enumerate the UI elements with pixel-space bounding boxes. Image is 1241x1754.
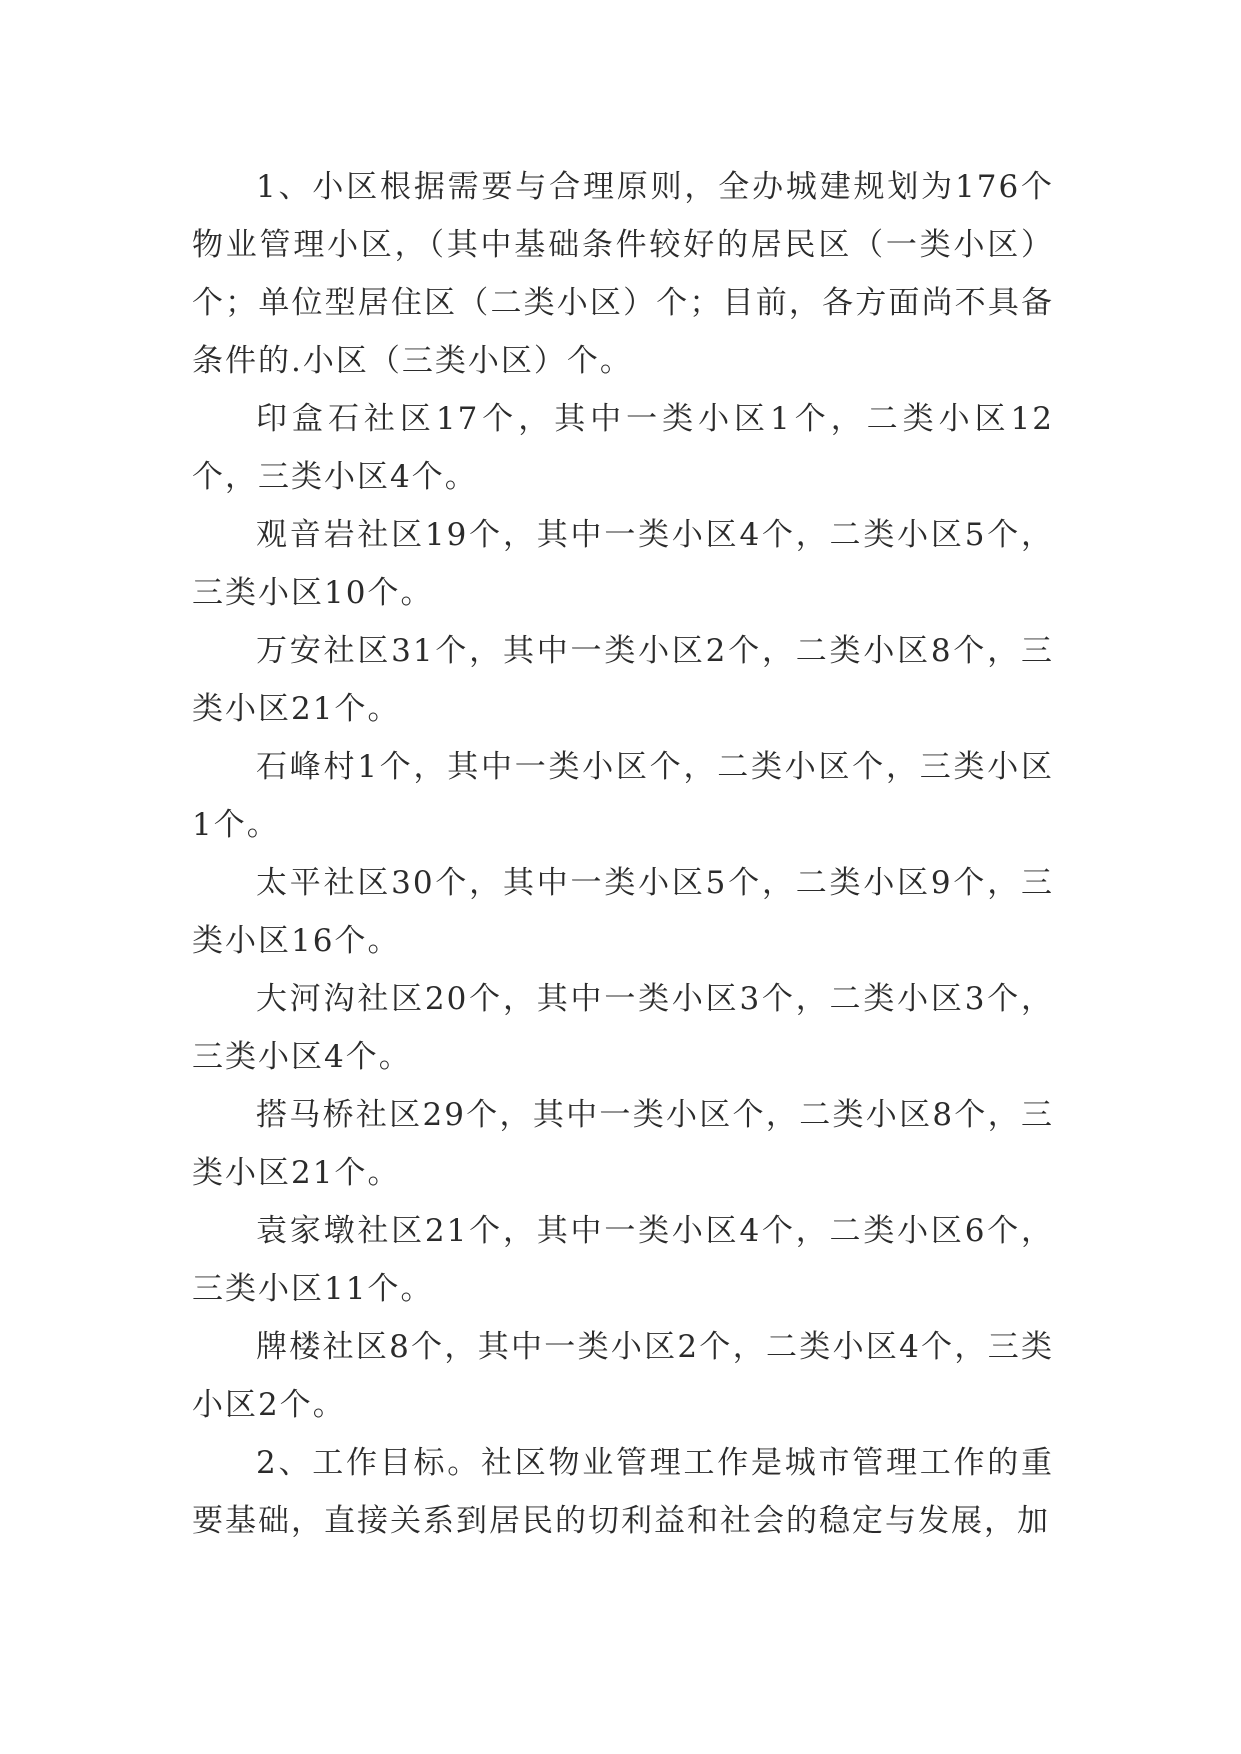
paragraph-damaqiao-community: 搭马桥社区29个，其中一类小区个，二类小区8个，三类小区21个。 <box>192 1097 1054 1191</box>
paragraph-planning-overview: 1、小区根据需要与合理原则，全办城建规划为176个物业管理小区，（其中基础条件较好的居民区（一类小区）个；单位型居住区（二类小区）个；目前，各方面尚不具备条件的.小区（三类小区）个。 <box>192 169 1054 379</box>
paragraph-yuanjiadun-community: 袁家墩社区21个，其中一类小区4个，二类小区6个，三类小区11个。 <box>192 1213 1054 1307</box>
paragraph-taiping-community: 太平社区30个，其中一类小区5个，二类小区9个，三类小区16个。 <box>192 865 1054 959</box>
paragraph-guanyinyan-community: 观音岩社区19个，其中一类小区4个，二类小区5个，三类小区10个。 <box>192 517 1054 611</box>
paragraph-yinheshi-community: 印盒石社区17个，其中一类小区1个，二类小区12个，三类小区4个。 <box>192 401 1054 495</box>
paragraph-pailou-community: 牌楼社区8个，其中一类小区2个，二类小区4个，三类小区2个。 <box>192 1329 1054 1423</box>
paragraph-wanan-community: 万安社区31个，其中一类小区2个，二类小区8个，三类小区21个。 <box>192 633 1054 727</box>
document-body <box>192 158 1054 1550</box>
paragraph-work-goals: 2、工作目标。社区物业管理工作是城市管理工作的重要基础，直接关系到居民的切利益和社会的稳定与发展，加 <box>192 1445 1054 1539</box>
paragraph-dahegou-community: 大河沟社区20个，其中一类小区3个，二类小区3个，三类小区4个。 <box>192 981 1054 1075</box>
paragraph-shifeng-village: 石峰村1个，其中一类小区个，二类小区个，三类小区1个。 <box>192 749 1054 843</box>
